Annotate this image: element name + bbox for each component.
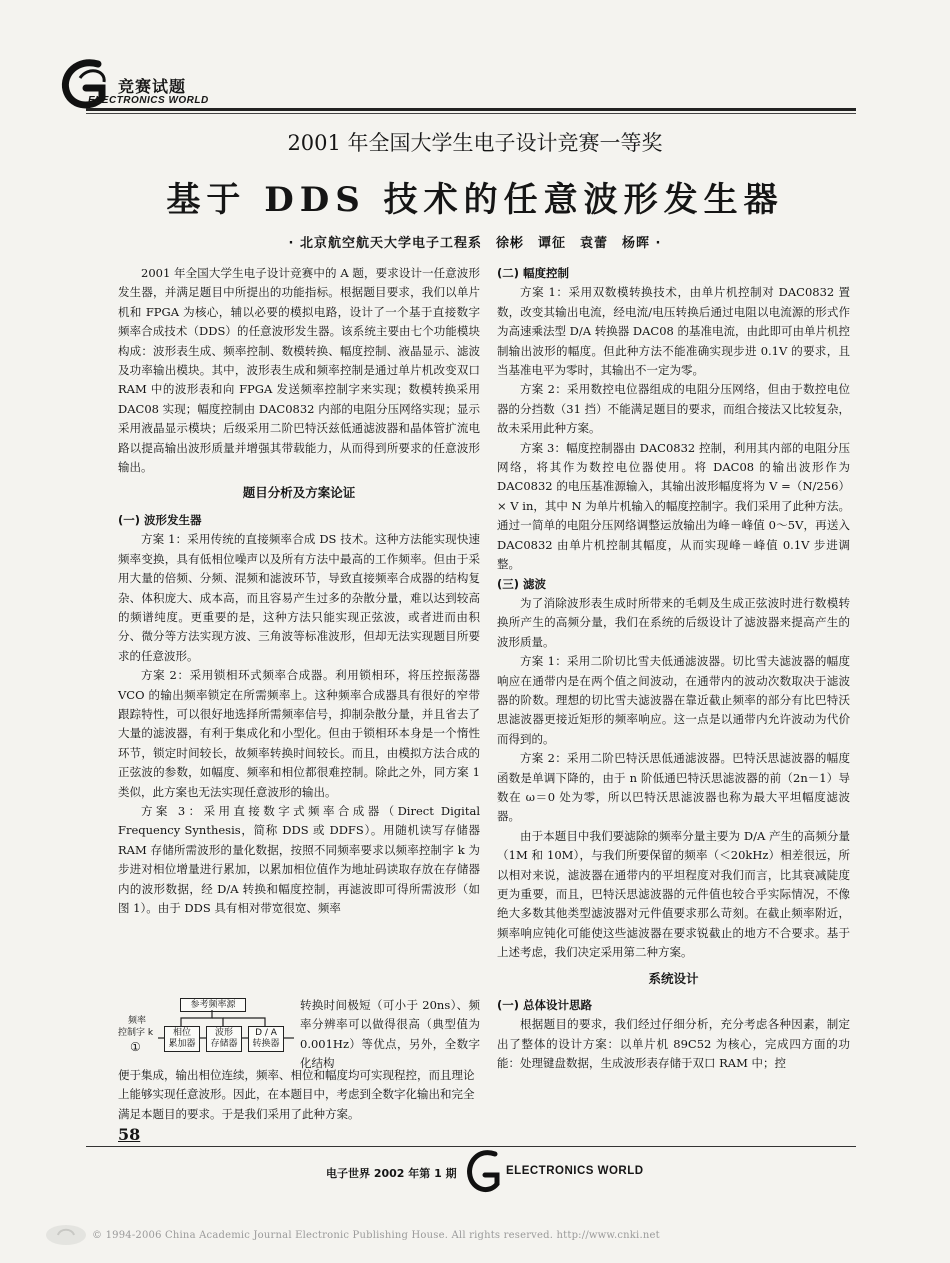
journal-issue: 电子世界 2002 年第 1 期	[326, 1167, 457, 1180]
article-subtitle: 2001 年全国大学生电子设计竞赛一等奖	[287, 131, 663, 155]
page-number: 58	[118, 1125, 141, 1144]
figure-1-diagram	[118, 996, 298, 1062]
waveform-memory-box	[206, 1026, 242, 1052]
block-label: 转换器	[252, 1039, 280, 1049]
block-label: 波形	[214, 1028, 233, 1038]
block-label: 存储器	[210, 1039, 238, 1049]
paragraph: 方案 1：采用二阶切比雪夫低通滤波器。切比雪夫滤波器的幅度响应在通带内是在两个值之间波动，在通带内的波动次数取决于滤波器的阶数。理想的切比雪夫滤波器在靠近截止频率的部分有比巴特沃思滤波器更接近矩形的频率响应。这一点是以通带内允许波动为代价而得到的。	[497, 654, 850, 746]
intro-paragraph: 2001 年全国大学生电子设计竞赛中的 A 题，要求设计一任意波形发生器，并满足题目中所提出的功能指标。根据题目要求，我们以单片机和 FPGA 为核心，辅以必要的模拟电路，设计了一个基于直接数字频率合成技术（DDS）的任意波形发生器。该系统主要由七个功能模块构成：波形表生成、频率控制、数模转换、幅度控制、液晶显示、滤波及功率输出模块。其中，波形表生成和频率控制是通过单片机改变双口 RAM 中的波形表和向 FPGA 发送频率控制字来实现；数模转换采用 DAC08 实现；幅度控制由 DAC0832 内部的电阻分压网络实现；显示采用液晶显示模块；后级采用二阶巴特沃兹低通滤波器和晶体管扩流电路以提高输出波形质量并增强其带载能力，从而得到所要求的任意波形输出。	[118, 266, 480, 475]
section-tag: 竞赛试题	[118, 77, 187, 96]
paragraph: 方案 3：采用直接数字式频率合成器（Direct Digital Frequency Synthesis，简称 DDS 或 DDFS）。用随机读写存储器 RAM 存储所需波形的量化数据，按照不同频率要求以频率控制字 k 为步进对相位增量进行累加，以累加相位值作为地址码读取存放在存储器内的波形数据，经 D/A 转换和幅度控制，再滤波即可得所需波形（如图 1）。由于 DDS 具有相对带宽很宽、频率	[118, 803, 480, 915]
phase-accumulator-box	[164, 1026, 200, 1052]
paragraph: 方案 2：采用锁相环式频率合成器。利用锁相环，将压控振荡器 VCO 的输出频率锁定在所需频率上。这种频率合成器具有很好的窄带跟踪特性，可以很好地选择所需频率信号，抑制杂散分量，并且省去了大量的滤波器，有利于集成化和小型化。但由于锁相环本身是一个惰性环节，锁定时间较长，故频率转换时间较长。而且，由模拟方法合成的正弦波的参数，如幅度、频率和相位都很难控制。除此之外，同方案 1 类似，此方案也无法实现任意波形的输出。	[118, 668, 480, 799]
article-authors: · 北京航空航天大学电子工程系 徐彬 谭征 袁蕾 杨晖 ·	[288, 236, 662, 251]
figure-circle-label: ①	[130, 1040, 141, 1054]
paragraph: 根据题目的要求，我们经过仔细分析，充分考虑各种因素，制定出了整体的设计方案：以单片机 89C52 为核心，完成四方面的功能：处理键盘数据，生成波形表存储于双口 RAM 中；控	[497, 1017, 850, 1071]
paragraph: 方案 1：采用双数模转换技术，由单片机控制对 DAC0832 置数，改变其输出电流，经电流/电压转换后通过电阻以电流源的形式作为高速乘法型 D/A 转换器 DAC08 的基准电流，由此即可由单片机控制输出波形的幅度。但此种方法不能准确实现步进 0.1V 的要求，且当基准电平为零时，其输出不一定为零。	[497, 285, 850, 378]
subsection-heading: (一) 波形发生器	[118, 512, 202, 527]
paragraph: 由于本题目中我们要滤除的频率分量主要为 D/A 产生的高频分量（1M 和 10M），与我们所要保留的频率（＜20kHz）相差很远，所以相对来说，滤波器在通带内的平坦程度对我们而言，比其衰减陡度更为重要，而且，巴特沃思滤波器的元件值也较合乎实际情况，不像绝大多数其他类型滤波器对元件值要求那么苛刻。在截止频率附近，频率响应钝化可能使这些滤波器在要求锐截止的地方不合要求。基于上述考虑，我们决定采用第二种方案。	[497, 828, 850, 960]
subsection-heading: (三) 滤波	[497, 576, 547, 591]
subsection-heading: (一) 总体设计思路	[497, 998, 593, 1013]
reference-clock-box: 参考频率源	[180, 998, 246, 1012]
paragraph: 方案 2：采用数控电位器组成的电阻分压网络，但由于数控电位器的分挡数（31 挡）不能满足题目的要求，而组合接法又比较复杂，故未采用此种方案。	[497, 382, 850, 436]
section-heading: 题目分析及方案论证	[242, 485, 356, 501]
journal-name-en: ELECTRONICS WORLD	[506, 1165, 644, 1177]
logo-text: ELECTRONICS WORLD	[88, 95, 209, 106]
figure-tail-text: 便于集成，输出相位连续，频率、相位和幅度均可实现程控，而且理论上能够实现任意波形。因此，在本题目中，考虑到全数字化输出和完全满足本题目的要求。于是我们采用了此种方案。	[118, 1068, 475, 1121]
paragraph: 方案 3：幅度控制器由 DAC0832 控制，利用其内部的电阻分压网络，将其作为数控电位器使用。将 DAC08 的输出波形作为 DAC0832 的电压基准源输入，其输出波形幅度将为 V =（N/256）× V in，其中 N 为单片机输入的幅度控制字。我们采用了此种方法。通过一简单的电阻分压网络调整运放输出为峰－峰值 0～5V，再送入 DAC0832 由单片机控制其幅度，从而实现峰－峰值 0.1V 步进调整。	[497, 440, 850, 572]
footer-logo-icon	[465, 1144, 505, 1202]
header-rule-thin	[86, 113, 856, 114]
header-rule	[86, 108, 856, 111]
block-label: 相位	[172, 1028, 191, 1038]
paragraph: 方案 2：采用二阶巴特沃思低通滤波器。巴特沃思滤波器的幅度函数是单调下降的，由于 n 阶低通巴特沃思滤波器的前（2n－1）导数在 ω＝0 处为零，所以巴特沃思滤波器也称为最大平坦幅度滤波器。	[497, 751, 850, 824]
figure-side-text: 转换时间极短（可小于 20ns）、频率分辨率可以做得很高（典型值为 0.001Hz）等优点，另外，全数字化结构	[300, 998, 480, 1071]
subsection-heading: (二) 幅度控制	[497, 266, 570, 280]
freq-word-label: 频率	[128, 1016, 147, 1026]
paragraph: 方案 1：采用传统的直接频率合成 DS 技术。这种方法能实现快速频率变换，具有低相位噪声以及所有方法中最高的工作频率。但由于采用大量的倍频、分频、混频和滤波环节，导致直接频率合成器的结构复杂、体积庞大、成本高，而且容易产生过多的杂散分量，难以达到较高的频谱纯度。更重要的是，这种方法只能实现正弦波，或者进而由积分、微分等方法实现方波、三角波等标准波形，但却无法实现题目所要求的任意波形。	[118, 532, 480, 663]
copyright-line: © 1994-2006 China Academic Journal Electronic Publishing House. All rights reserved. http://www.cnki.net	[92, 1230, 660, 1241]
freq-word-label-2: 控制字 k	[118, 1028, 154, 1038]
block-label: D / A	[255, 1028, 277, 1038]
right-column	[497, 264, 850, 1074]
article-title: 基于 DDS 技术的任意波形发生器	[166, 180, 784, 220]
section-heading: 系统设计	[648, 970, 699, 986]
dac-box	[248, 1026, 284, 1052]
left-column	[118, 264, 480, 918]
cnki-watermark-icon	[44, 1222, 88, 1248]
block-label: 累加器	[168, 1039, 196, 1049]
paragraph: 为了消除波形表生成时所带来的毛刺及生成正弦波时进行数模转换所产生的高频分量，我们在系统的后级设计了滤波器来提高产生的波形质量。	[497, 595, 850, 649]
